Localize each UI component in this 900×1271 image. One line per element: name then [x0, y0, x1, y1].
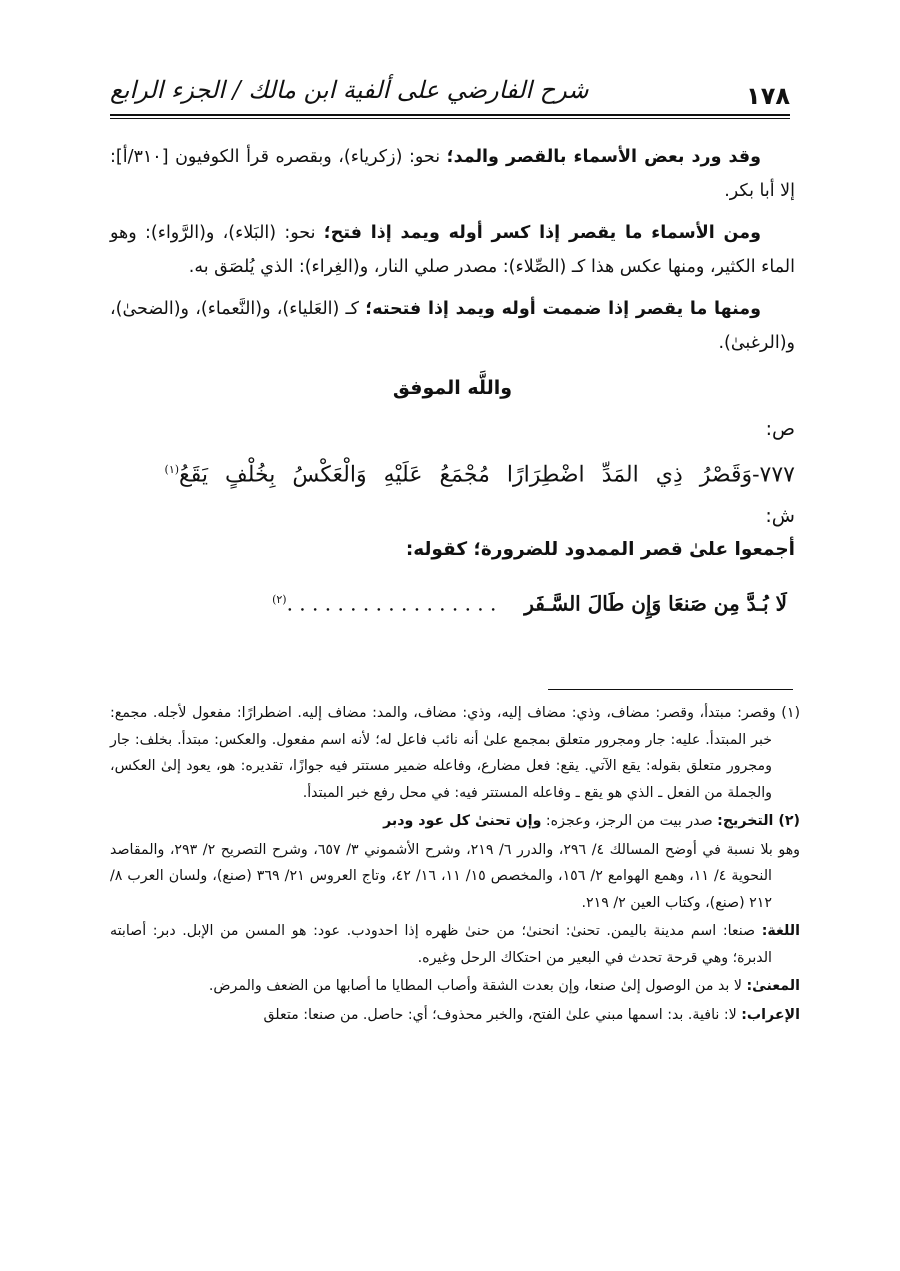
- verse-footnote-ref: (١): [164, 463, 180, 476]
- poetic-citation: [110, 575, 795, 629]
- sad-label: ص:: [765, 418, 795, 440]
- verse-number: ٧٧٧: [759, 462, 795, 488]
- footnote-2-irab: [110, 1002, 800, 1029]
- paragraph-2-bold: ومن الأسماء ما يقصر إذا كسر أوله ويمد إذا فتح؛: [323, 223, 761, 243]
- header-rule-thin: [110, 118, 790, 119]
- paragraph-1: [110, 140, 795, 208]
- mana-text: لا بد من الوصول إلىٰ صنعا، وإن بعدت الشقة وأصاب المطايا ما أصابها من الضعف والمرض.: [208, 978, 747, 994]
- verse-line: ٧٧٧-وَقَصْرُ ذِي المَدِّ اضْطِرَارًا مُجْمَعُ عَلَيْهِ وَالْعَكْسُ بِخُلْفٍ يَقَعُ$^{(١)}$: [164, 462, 795, 488]
- shin-label: ش:: [765, 505, 795, 528]
- lugha-head: اللغة:: [761, 923, 800, 939]
- footnote-2-sources: وهو بلا نسبة في أوضح المسالك ٤/ ٢٩٦، والدرر ٦/ ٢١٩، وشرح الأشموني ٣/ ٦٥٧، وشرح التصريح ٢/ ٢٩٣، والمقاصد النحوية ٤/ ١١، وهمع الهوامع ٢/ ١٥٦، والمخصص ١٥/ ١١، ١٦/ ٤٢، وتاج العروس ٢١/ ٣٦٩ (صنع)، ولسان العرب ٨/ ٢١٢ (صنع)، وكتاب العين ٢/ ٢١٩.: [110, 841, 801, 911]
- lugha-text: صنعا: اسم مدينة باليمن. تحنىٰ: انحنىٰ؛ من حنىٰ ظهره إذا احدودب. عود: هو المسن من الإبل. دبر: أصابته الدبرة؛ وهي قرحة تحدث في البعير من احتكاك الرحل وغيره.: [110, 923, 772, 966]
- explanation: أجمعوا علىٰ قصر الممدود للضرورة؛ كقوله:: [405, 539, 795, 561]
- main-text: [110, 140, 795, 629]
- footnote-2-bold: وإن تحنىٰ كل عود ودبر: [383, 813, 542, 829]
- paragraph-3: [110, 292, 795, 360]
- paragraph-2: [110, 216, 795, 284]
- verse-text: وَقَصْرُ ذِي المَدِّ اضْطِرَارًا مُجْمَعُ عَلَيْهِ وَالْعَكْسُ بِخُلْفٍ يَقَعُ: [179, 462, 753, 488]
- mana-head: المعنىٰ:: [746, 978, 800, 994]
- page-header: [110, 68, 790, 120]
- header-rule-thick: [110, 114, 790, 116]
- citation-footnote-ref: (٢): [272, 593, 287, 607]
- citation-text: لَا بُـدَّ مِن صَنعَا وَإِن طَالَ السَّـفَر: [524, 591, 787, 616]
- citation-dots: . . . . . . . . . . . . . . . . .: [286, 591, 497, 616]
- footnote-2: [110, 808, 800, 835]
- footnote-separator: [548, 689, 793, 690]
- footnote-2-text: صدر بيت من الرجز، وعجزه:: [541, 813, 718, 829]
- paragraph-1-text: نحو: (زكرياء)، وبقصره قرأ الكوفيون [٣١٠/أ]: إلا أبا بكر.: [110, 147, 795, 201]
- footnote-2-mana: [110, 973, 800, 1000]
- footnote-2-lugha: [110, 918, 800, 971]
- paragraph-3-bold: ومنها ما يقصر إذا ضممت أوله ويمد إذا فتحته؛: [365, 299, 761, 319]
- irab-text: لا: نافية. بد: اسمها مبني علىٰ الفتح، والخبر محذوف؛ أي: حاصل. من صنعا: متعلق: [263, 1006, 742, 1023]
- footnotes: [110, 700, 800, 1030]
- paragraph-3-text: كـ (العَلياء)، و(النَّعماء)، و(الضحىٰ)، و(الرغبىٰ).: [110, 299, 795, 353]
- footnote-2-head: (٢) التخريج:: [717, 813, 800, 829]
- footnote-1: (١) وقصر: مبتدأ، وقصر: مضاف، وذي: مضاف إليه، وذي: مضاف، والمد: مضاف إليه. اضطرارًا: مفعول لأجله. مجمع: خبر المبتدأ. عليه: جار ومجرور متعلق بمجمع علىٰ أنه نائب فاعل له؛ لأنه اسم مفعول. والعكس: مبتدأ. بخلف: جار ومجرور متعلق بقوله: يقع الآتي. يقع: فعل مضارع، وفاعله ضمير مستتر فيه جوازًا، تقديره: هو، يعود إلىٰ العكس، والجملة من الفعل ـ الذي هو يقع ـ وفاعله المستتر فيه: في محل رفع خبر المبتدأ.: [110, 705, 800, 801]
- page-number: ١٧٨: [746, 82, 790, 110]
- paragraph-2-text: نحو: (البَلاء)، و(الرَّواء): وهو الماء الكثير، ومنها عكس هذا كـ (الصِّلاء): مصدر صلي النار، و(الغِراء): الذي يُلصَق به.: [110, 223, 795, 277]
- closing-phrase: واللَّه الموفق: [392, 377, 513, 399]
- paragraph-1-bold: وقد ورد بعض الأسماء بالقصر والمد؛: [446, 147, 761, 167]
- running-title: شرح الفارضي على ألفية ابن مالك / الجزء الرابع: [110, 76, 589, 104]
- irab-head: الإعراب:: [741, 1006, 800, 1023]
